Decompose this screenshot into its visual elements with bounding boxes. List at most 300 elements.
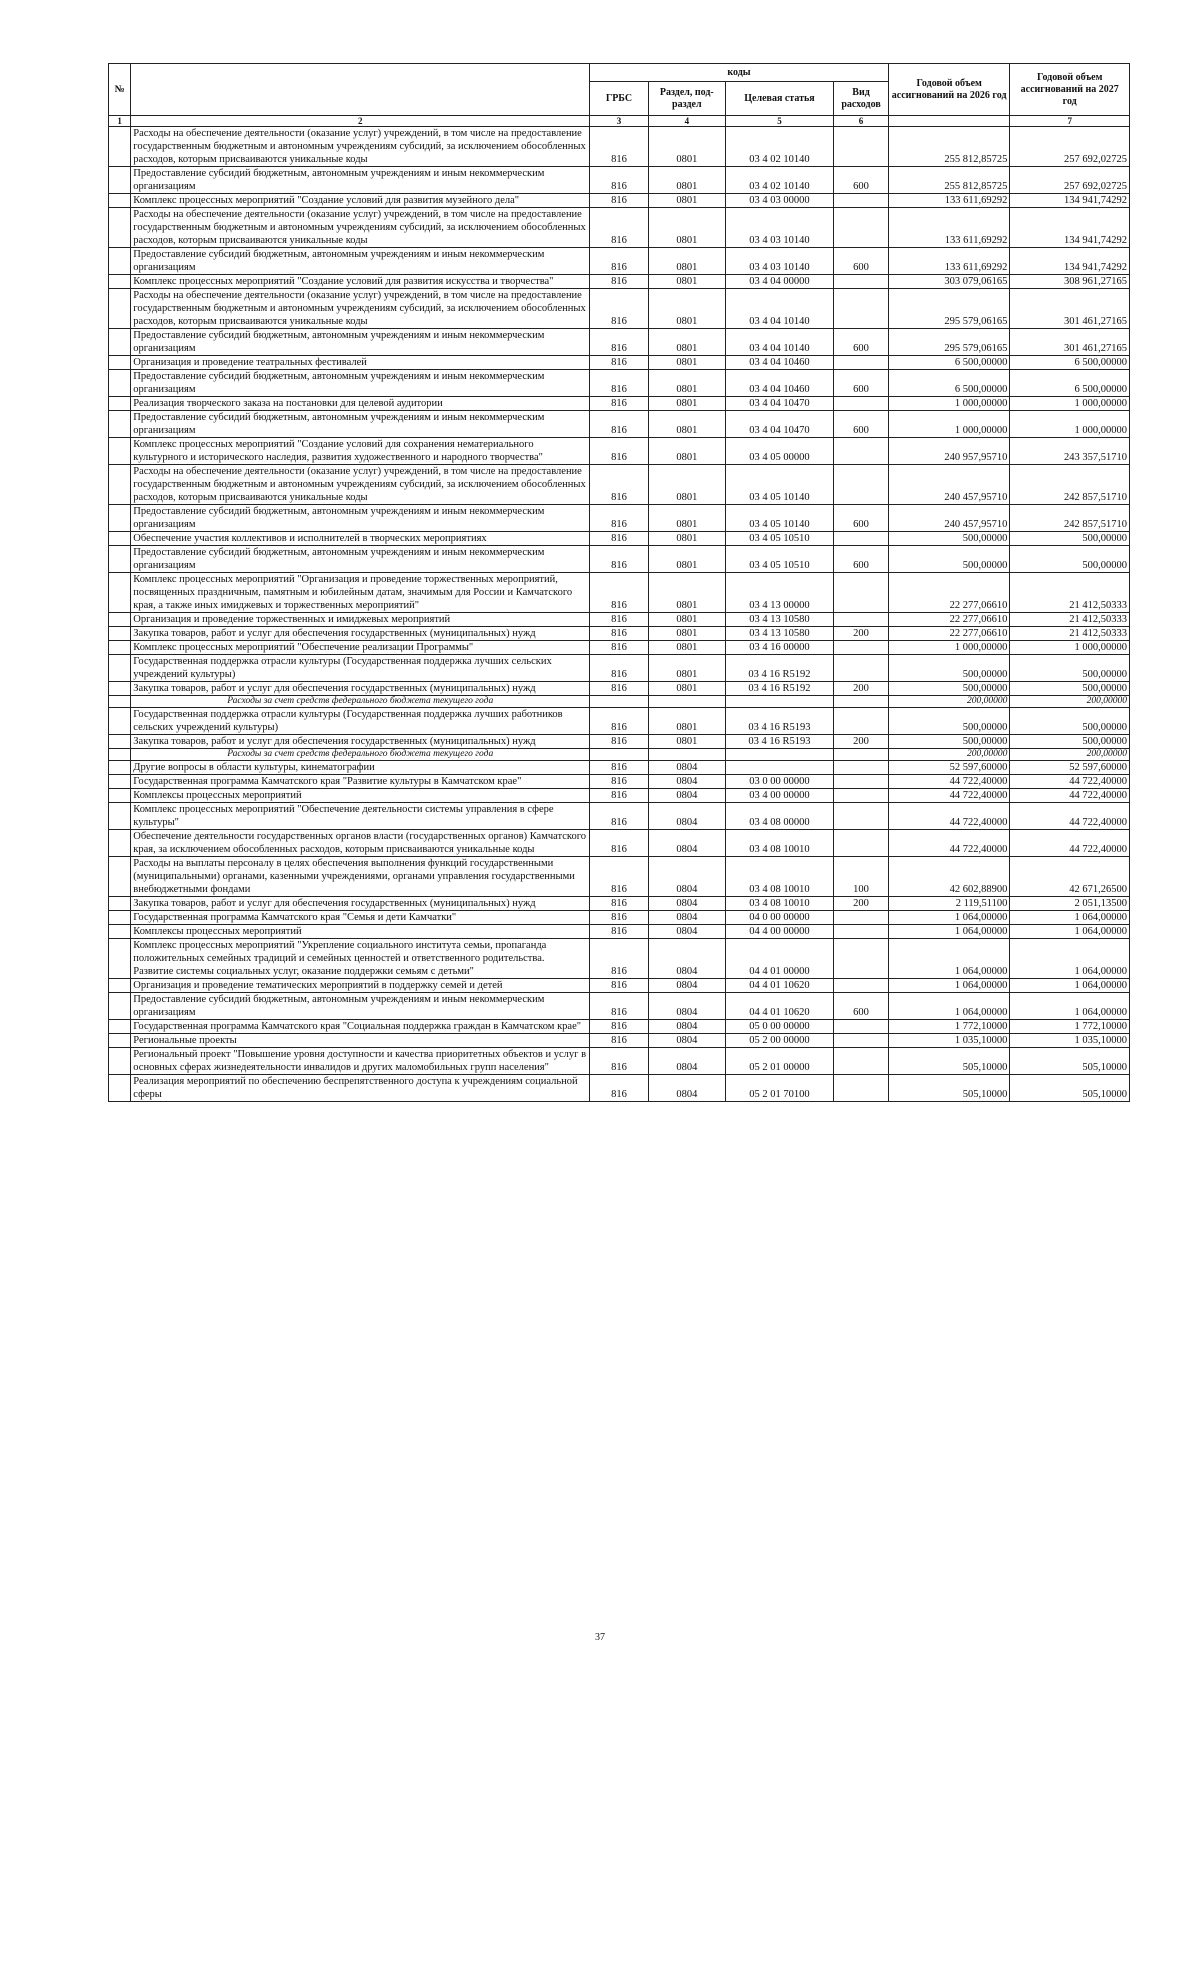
table-row [109,289,1130,329]
row-number-cell [109,696,131,708]
amount-2026-cell: 500,00000 [888,735,1010,749]
vid-cell [834,208,889,248]
razdel-cell: 0804 [648,1075,725,1102]
celevaya-cell: 05 2 00 00000 [725,1034,833,1048]
table-body [109,127,1130,1102]
razdel-cell: 0801 [648,127,725,167]
amount-2027-cell: 44 722,40000 [1010,803,1130,830]
expense-name-cell: Организация и проведение торжественных и имиджевых мероприятий [131,613,590,627]
expense-name-cell: Комплекс процессных мероприятий "Обеспечение деятельности системы управления в сфере культуры" [131,803,590,830]
amount-2026-cell: 44 722,40000 [888,830,1010,857]
celevaya-cell: 03 4 16 R5193 [725,708,833,735]
razdel-cell: 0804 [648,993,725,1020]
celevaya-cell: 03 4 08 10010 [725,857,833,897]
expense-name-cell: Государственная программа Камчатского края "Социальная поддержка граждан в Камчатском крае" [131,1020,590,1034]
table-row [109,194,1130,208]
expense-name-cell: Организация и проведение тематических мероприятий в поддержку семей и детей [131,979,590,993]
amount-2026-cell: 44 722,40000 [888,803,1010,830]
grbs-cell: 816 [590,993,649,1020]
amount-2026-cell: 1 064,00000 [888,925,1010,939]
table-row [109,708,1130,735]
table-row [109,925,1130,939]
amount-2026-cell: 295 579,06165 [888,289,1010,329]
row-number-cell [109,208,131,248]
amount-2027-cell: 2 051,13500 [1010,897,1130,911]
expense-name-cell: Закупка товаров, работ и услуг для обеспечения государственных (муниципальных) нужд [131,897,590,911]
row-number-cell [109,465,131,505]
razdel-cell: 0804 [648,939,725,979]
index-cell: 6 [834,116,889,127]
amount-2027-cell: 242 857,51710 [1010,505,1130,532]
vid-cell [834,979,889,993]
celevaya-cell: 03 4 08 00000 [725,803,833,830]
amount-2026-cell: 200,00000 [888,696,1010,708]
celevaya-cell: 03 4 16 R5192 [725,682,833,696]
row-number-cell [109,289,131,329]
razdel-cell: 0801 [648,465,725,505]
index-cell: 1 [109,116,131,127]
razdel-cell: 0804 [648,857,725,897]
table-row [109,1034,1130,1048]
amount-2027-cell: 301 461,27165 [1010,289,1130,329]
grbs-cell: 816 [590,830,649,857]
vid-cell [834,803,889,830]
table-row [109,248,1130,275]
expense-name-cell: Комплекс процессных мероприятий "Организация и проведение торжественных мероприятий, посвященных праздничным, памятным и юбилейным датам, значимым для России и Камчатского края, а также иных имиджевых и торжественных мероприятий" [131,573,590,613]
amount-2026-cell: 1 000,00000 [888,397,1010,411]
amount-2027-cell: 500,00000 [1010,735,1130,749]
amount-2027-cell: 500,00000 [1010,708,1130,735]
table-row [109,830,1130,857]
table-row [109,803,1130,830]
vid-cell: 600 [834,370,889,397]
table-row [109,939,1130,979]
expense-name-cell: Расходы на обеспечение деятельности (оказание услуг) учреждений, в том числе на предоставление государственным бюджетным и автономным учреждениям субсидий, за исключением обособленных расходов, которым присваиваются уникальные коды [131,127,590,167]
razdel-cell: 0801 [648,370,725,397]
grbs-cell [590,749,649,761]
grbs-cell: 816 [590,682,649,696]
table-row [109,438,1130,465]
amount-2026-cell: 1 772,10000 [888,1020,1010,1034]
razdel-cell: 0804 [648,761,725,775]
celevaya-cell [725,749,833,761]
celevaya-cell: 03 4 02 10140 [725,167,833,194]
row-number-cell [109,803,131,830]
grbs-cell: 816 [590,573,649,613]
celevaya-cell: 04 0 00 00000 [725,911,833,925]
row-number-cell [109,505,131,532]
expense-name-cell: Региональные проекты [131,1034,590,1048]
expense-name-cell: Расходы на обеспечение деятельности (оказание услуг) учреждений, в том числе на предоставление государственным бюджетным и автономным учреждениям субсидий, за исключением обособленных расходов, которым присваиваются уникальные коды [131,289,590,329]
amount-2026-cell: 505,10000 [888,1075,1010,1102]
header-celevaya: Целевая статья [725,82,833,116]
expense-name-cell: Предоставление субсидий бюджетным, автономным учреждениям и иным некоммерческим организациям [131,411,590,438]
table-row [109,356,1130,370]
expense-name-cell: Расходы на обеспечение деятельности (оказание услуг) учреждений, в том числе на предоставление государственным бюджетным и автономным учреждениям субсидий, за исключением обособленных расходов, которым присваиваются уникальные коды [131,465,590,505]
budget-document [108,63,1130,1102]
amount-2027-cell: 257 692,02725 [1010,167,1130,194]
celevaya-cell: 03 4 05 10510 [725,532,833,546]
expense-name-cell: Комплекс процессных мероприятий "Обеспечение реализации Программы" [131,641,590,655]
vid-cell [834,1020,889,1034]
celevaya-cell: 04 4 01 10620 [725,993,833,1020]
vid-cell [834,397,889,411]
amount-2026-cell: 6 500,00000 [888,356,1010,370]
amount-2026-cell: 22 277,06610 [888,627,1010,641]
table-row [109,397,1130,411]
expense-name-cell: Комплексы процессных мероприятий [131,789,590,803]
row-number-cell [109,641,131,655]
celevaya-cell: 03 4 16 R5193 [725,735,833,749]
table-row [109,1048,1130,1075]
row-number-cell [109,1048,131,1075]
vid-cell: 600 [834,993,889,1020]
amount-2027-cell: 257 692,02725 [1010,127,1130,167]
header-razdel: Раздел, под-раздел [648,82,725,116]
grbs-cell: 816 [590,275,649,289]
row-number-cell [109,411,131,438]
expense-name-cell: Предоставление субсидий бюджетным, автономным учреждениям и иным некоммерческим организациям [131,167,590,194]
index-cell: 4 [648,116,725,127]
row-number-cell [109,830,131,857]
expense-name-cell: Другие вопросы в области культуры, кинематографии [131,761,590,775]
amount-2027-cell: 242 857,51710 [1010,465,1130,505]
vid-cell [834,789,889,803]
amount-2027-cell: 1 064,00000 [1010,993,1130,1020]
row-number-cell [109,627,131,641]
index-cell: 2 [131,116,590,127]
razdel-cell: 0801 [648,411,725,438]
budget-table [108,63,1130,1102]
razdel-cell: 0801 [648,573,725,613]
header-year-2026: Годовой объем ассигнований на 2026 год [888,64,1010,116]
expense-name-cell: Предоставление субсидий бюджетным, автономным учреждениям и иным некоммерческим организациям [131,546,590,573]
amount-2027-cell: 44 722,40000 [1010,830,1130,857]
grbs-cell [590,696,649,708]
row-number-cell [109,275,131,289]
vid-cell [834,1048,889,1075]
grbs-cell: 816 [590,803,649,830]
razdel-cell: 0804 [648,925,725,939]
table-row [109,775,1130,789]
vid-cell: 600 [834,546,889,573]
grbs-cell: 816 [590,857,649,897]
expense-name-cell: Предоставление субсидий бюджетным, автономным учреждениям и иным некоммерческим организациям [131,505,590,532]
row-number-cell [109,127,131,167]
celevaya-cell: 05 2 01 00000 [725,1048,833,1075]
celevaya-cell: 03 4 04 10460 [725,356,833,370]
amount-2026-cell: 44 722,40000 [888,775,1010,789]
razdel-cell: 0804 [648,775,725,789]
vid-cell [834,775,889,789]
celevaya-cell: 03 4 13 00000 [725,573,833,613]
grbs-cell: 816 [590,708,649,735]
celevaya-cell: 03 4 13 10580 [725,627,833,641]
vid-cell: 600 [834,248,889,275]
note-text: Расходы за счет средств федерального бюджета текущего года [131,749,590,761]
grbs-cell: 816 [590,775,649,789]
table-row [109,505,1130,532]
amount-2026-cell: 240 457,95710 [888,465,1010,505]
celevaya-cell: 03 4 16 00000 [725,641,833,655]
amount-2027-cell: 500,00000 [1010,655,1130,682]
vid-cell [834,289,889,329]
celevaya-cell: 03 4 00 00000 [725,789,833,803]
vid-cell [834,696,889,708]
razdel-cell: 0804 [648,911,725,925]
table-row [109,789,1130,803]
amount-2026-cell: 255 812,85725 [888,167,1010,194]
celevaya-cell: 03 4 04 10470 [725,397,833,411]
amount-2027-cell: 1 000,00000 [1010,641,1130,655]
razdel-cell: 0804 [648,897,725,911]
vid-cell: 200 [834,682,889,696]
amount-2027-cell: 21 412,50333 [1010,573,1130,613]
celevaya-cell: 03 0 00 00000 [725,775,833,789]
row-number-cell [109,573,131,613]
razdel-cell: 0801 [648,735,725,749]
header-codes: коды [590,64,889,82]
row-number-cell [109,897,131,911]
celevaya-cell: 03 4 13 10580 [725,613,833,627]
row-number-cell [109,1034,131,1048]
table-row [109,329,1130,356]
vid-cell [834,655,889,682]
table-row [109,979,1130,993]
row-number-cell [109,546,131,573]
amount-2026-cell: 1 064,00000 [888,993,1010,1020]
row-number-cell [109,329,131,356]
amount-2026-cell: 44 722,40000 [888,789,1010,803]
amount-2027-cell: 1 772,10000 [1010,1020,1130,1034]
table-row [109,857,1130,897]
celevaya-cell: 03 4 05 10510 [725,546,833,573]
vid-cell [834,708,889,735]
amount-2027-cell: 1 064,00000 [1010,911,1130,925]
header-grbs: ГРБС [590,82,649,116]
table-row [109,532,1130,546]
razdel-cell: 0804 [648,803,725,830]
grbs-cell: 816 [590,546,649,573]
vid-cell: 200 [834,627,889,641]
amount-2026-cell: 52 597,60000 [888,761,1010,775]
celevaya-cell: 03 4 03 10140 [725,208,833,248]
amount-2027-cell: 500,00000 [1010,546,1130,573]
grbs-cell: 816 [590,1034,649,1048]
celevaya-cell: 03 4 03 00000 [725,194,833,208]
vid-cell [834,194,889,208]
expense-name-cell: Комплексы процессных мероприятий [131,925,590,939]
celevaya-cell: 03 4 02 10140 [725,127,833,167]
amount-2026-cell: 22 277,06610 [888,573,1010,613]
grbs-cell: 816 [590,370,649,397]
table-row [109,167,1130,194]
expense-name-cell: Региональный проект "Повышение уровня доступности и качества приоритетных объектов и услуг в основных сферах жизнедеятельности инвалидов и других маломобильных групп населения" [131,1048,590,1075]
amount-2027-cell: 44 722,40000 [1010,775,1130,789]
vid-cell [834,438,889,465]
vid-cell: 200 [834,735,889,749]
amount-2026-cell: 22 277,06610 [888,613,1010,627]
expense-name-cell: Организация и проведение театральных фестивалей [131,356,590,370]
page-number: 37 [595,1632,605,1643]
expense-name-cell: Предоставление субсидий бюджетным, автономным учреждениям и иным некоммерческим организациям [131,370,590,397]
amount-2027-cell: 21 412,50333 [1010,613,1130,627]
grbs-cell: 816 [590,194,649,208]
amount-2026-cell: 6 500,00000 [888,370,1010,397]
expense-name-cell: Предоставление субсидий бюджетным, автономным учреждениям и иным некоммерческим организациям [131,329,590,356]
razdel-cell: 0801 [648,627,725,641]
razdel-cell: 0801 [648,682,725,696]
index-cell: 3 [590,116,649,127]
row-number-cell [109,993,131,1020]
amount-2026-cell: 1 000,00000 [888,641,1010,655]
amount-2026-cell: 1 064,00000 [888,979,1010,993]
grbs-cell: 816 [590,289,649,329]
expense-name-cell: Расходы на обеспечение деятельности (оказание услуг) учреждений, в том числе на предоставление государственным бюджетным и автономным учреждениям субсидий, за исключением обособленных расходов, которым присваиваются уникальные коды [131,208,590,248]
celevaya-cell: 03 4 04 10140 [725,289,833,329]
table-row [109,573,1130,613]
vid-cell [834,127,889,167]
amount-2027-cell: 308 961,27165 [1010,275,1130,289]
vid-cell [834,830,889,857]
amount-2027-cell: 505,10000 [1010,1048,1130,1075]
row-number-cell [109,979,131,993]
amount-2027-cell: 243 357,51710 [1010,438,1130,465]
celevaya-cell: 03 4 04 00000 [725,275,833,289]
razdel-cell: 0801 [648,438,725,465]
index-cell: 5 [725,116,833,127]
header-year-2027: Годовой объем ассигнований на 2027 год [1010,64,1130,116]
amount-2027-cell: 1 064,00000 [1010,939,1130,979]
amount-2027-cell: 1 064,00000 [1010,979,1130,993]
grbs-cell: 816 [590,789,649,803]
grbs-cell: 816 [590,641,649,655]
grbs-cell: 816 [590,627,649,641]
grbs-cell: 816 [590,939,649,979]
amount-2026-cell: 133 611,69292 [888,208,1010,248]
grbs-cell: 816 [590,1048,649,1075]
razdel-cell: 0801 [648,505,725,532]
grbs-cell: 816 [590,735,649,749]
grbs-cell: 816 [590,911,649,925]
index-cell: 7 [1010,116,1130,127]
table-row [109,735,1130,749]
table-row [109,993,1130,1020]
amount-2026-cell: 295 579,06165 [888,329,1010,356]
celevaya-cell: 03 4 05 00000 [725,438,833,465]
row-number-cell [109,775,131,789]
amount-2027-cell: 301 461,27165 [1010,329,1130,356]
row-number-cell [109,356,131,370]
grbs-cell: 816 [590,329,649,356]
vid-cell [834,925,889,939]
table-row [109,897,1130,911]
table-row [109,627,1130,641]
expense-name-cell: Обеспечение участия коллективов и исполнителей в творческих мероприятиях [131,532,590,546]
razdel-cell: 0801 [648,248,725,275]
expense-name-cell: Государственная поддержка отрасли культуры (Государственная поддержка лучших сельских учреждений культуры) [131,655,590,682]
table-row [109,1020,1130,1034]
grbs-cell: 816 [590,613,649,627]
row-number-cell [109,749,131,761]
amount-2027-cell: 200,00000 [1010,749,1130,761]
grbs-cell: 816 [590,1020,649,1034]
vid-cell [834,761,889,775]
celevaya-cell: 03 4 05 10140 [725,465,833,505]
expense-name-cell: Государственная программа Камчатского края "Семья и дети Камчатки" [131,911,590,925]
razdel-cell: 0804 [648,1034,725,1048]
grbs-cell: 816 [590,127,649,167]
row-number-cell [109,167,131,194]
row-number-cell [109,655,131,682]
grbs-cell: 816 [590,505,649,532]
amount-2026-cell: 500,00000 [888,708,1010,735]
amount-2027-cell: 505,10000 [1010,1075,1130,1102]
table-row [109,1075,1130,1102]
razdel-cell: 0801 [648,194,725,208]
celevaya-cell [725,761,833,775]
grbs-cell: 816 [590,397,649,411]
header-num: № [109,64,131,116]
row-number-cell [109,925,131,939]
header-vid: Вид расходов [834,82,889,116]
note-row [109,696,1130,708]
vid-cell [834,465,889,505]
celevaya-cell: 03 4 08 10010 [725,897,833,911]
grbs-cell: 816 [590,208,649,248]
razdel-cell: 0804 [648,789,725,803]
row-number-cell [109,911,131,925]
row-number-cell [109,532,131,546]
razdel-cell: 0804 [648,830,725,857]
amount-2027-cell: 500,00000 [1010,682,1130,696]
vid-cell: 100 [834,857,889,897]
row-number-cell [109,1020,131,1034]
celevaya-cell [725,696,833,708]
table-row [109,208,1130,248]
celevaya-cell: 03 4 04 10460 [725,370,833,397]
amount-2027-cell: 200,00000 [1010,696,1130,708]
celevaya-cell: 05 0 00 00000 [725,1020,833,1034]
expense-name-cell: Закупка товаров, работ и услуг для обеспечения государственных (муниципальных) нужд [131,735,590,749]
index-cell [888,116,1010,127]
razdel-cell [648,696,725,708]
razdel-cell: 0801 [648,532,725,546]
amount-2026-cell: 1 064,00000 [888,911,1010,925]
expense-name-cell: Предоставление субсидий бюджетным, автономным учреждениям и иным некоммерческим организациям [131,993,590,1020]
amount-2026-cell: 2 119,51100 [888,897,1010,911]
vid-cell [834,1034,889,1048]
vid-cell: 600 [834,505,889,532]
table-row [109,682,1130,696]
amount-2027-cell: 134 941,74292 [1010,194,1130,208]
razdel-cell: 0801 [648,329,725,356]
celevaya-cell: 04 4 01 00000 [725,939,833,979]
table-row [109,911,1130,925]
expense-name-cell: Комплекс процессных мероприятий "Укрепление социального института семьи, пропаганда положительных семейных традиций и семейных ценностей и ответственного родительства. Развитие системы социальных услуг, оказание поддержки семьям с детьми" [131,939,590,979]
row-number-cell [109,397,131,411]
amount-2026-cell: 500,00000 [888,682,1010,696]
razdel-cell: 0801 [648,708,725,735]
amount-2027-cell: 500,00000 [1010,532,1130,546]
amount-2027-cell: 1 000,00000 [1010,411,1130,438]
table-row [109,411,1130,438]
vid-cell [834,532,889,546]
table-row [109,546,1130,573]
expense-name-cell: Государственная программа Камчатского края "Развитие культуры в Камчатском крае" [131,775,590,789]
grbs-cell: 816 [590,532,649,546]
table-row [109,127,1130,167]
